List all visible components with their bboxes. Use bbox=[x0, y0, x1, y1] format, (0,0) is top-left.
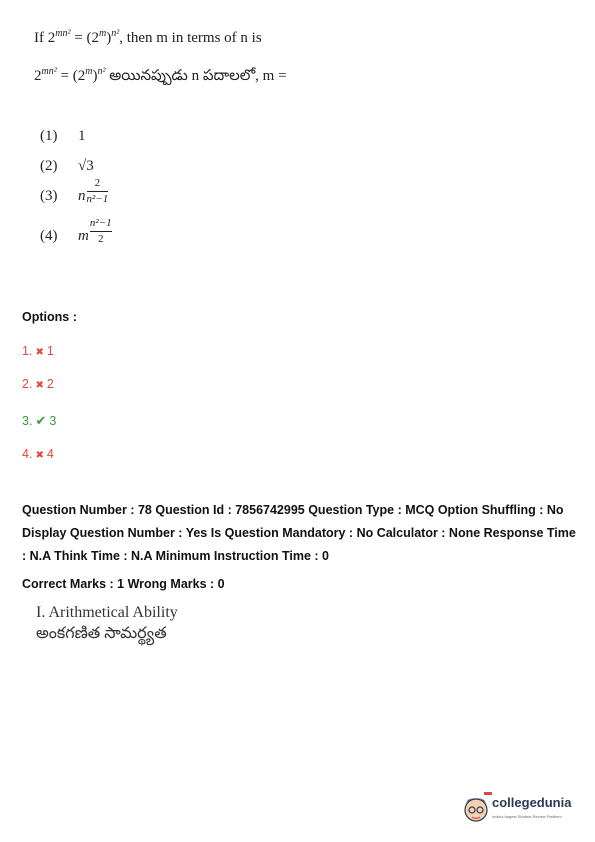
choice-4-exponent: $\frac{\text{n²−1}}{2}$ bbox=[89, 217, 112, 246]
check-icon: ✔ bbox=[35, 413, 47, 428]
choice-3-exponent: $\frac{2}{\text{n²−1}}$ bbox=[86, 177, 109, 206]
option-4: 4. ✖ 4 bbox=[22, 447, 54, 461]
marks-info: Correct Marks : 1 Wrong Marks : 0 bbox=[22, 577, 225, 591]
choice-2: (2) √3 bbox=[40, 158, 94, 174]
logo-tagline: India's largest Student Review Platform bbox=[492, 814, 562, 819]
option-2: 2. ✖ 2 bbox=[22, 377, 54, 391]
question-meta: Question Number : 78 Question Id : 7856742995 Question Type : MCQ Option Shuffling : No Display Question Number : Yes Is Question Mandatory : No Calculator : None Response Time : N.A Think Time : N.A Minimum Instruction Time : 0 bbox=[22, 503, 576, 563]
option-3: 3. ✔ 3 bbox=[22, 413, 57, 428]
question-telugu: $2^{mn^2} = (2^m)^{n^2}$ అయినప్పుడు n పదాలలో, m = bbox=[34, 66, 287, 84]
option-1: 1. ✖ 1 bbox=[22, 344, 54, 358]
options-header: Options : bbox=[22, 310, 77, 324]
choice-1: (1) 1 bbox=[40, 128, 86, 144]
section-title-telugu: అంకగణిత సామర్థ్యత bbox=[36, 625, 167, 642]
choice-4: (4) m $\frac{\text{n²−1}}{2}$ bbox=[40, 217, 112, 246]
choice-3: (3) n $\frac{2}{\text{n²−1}}$ bbox=[40, 177, 109, 206]
section-title-english: I. Arithmetical Ability bbox=[36, 604, 178, 621]
mascot-icon bbox=[462, 788, 494, 828]
question-english: If $2^{mn^2} = (2^m)^{n^2}$, then m in terms of n is bbox=[34, 28, 262, 46]
cross-icon: ✖ bbox=[35, 380, 44, 391]
cross-icon: ✖ bbox=[35, 347, 44, 358]
logo-wordmark: collegedunia bbox=[492, 795, 572, 810]
cross-icon: ✖ bbox=[35, 450, 44, 461]
